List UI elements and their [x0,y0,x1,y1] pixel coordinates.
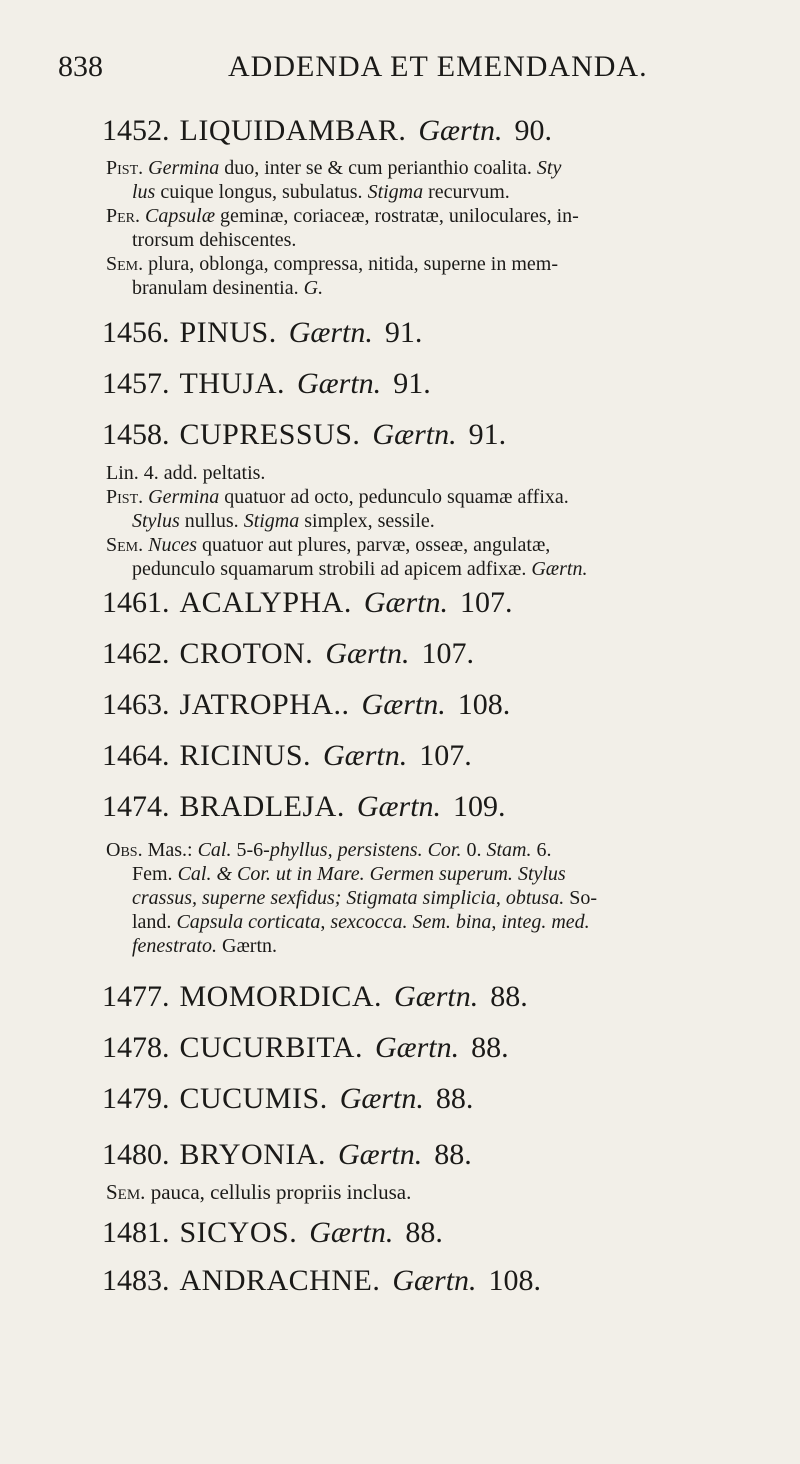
fem-line: Fem. Cal. & Cor. ut in Mare. Germen superum. Stylus [132,863,566,885]
per-line: Per. Capsulæ geminæ, coriaceæ, rostratæ, uniloculares, in- [106,205,579,227]
fem-line-3: land. Capsula corticata, sexcocca. Sem. bina, integ. med. [132,911,590,933]
entry-pinus: 1456. PINUS. Gærtn. 91. [102,316,423,349]
entry-sicyos: 1481. SICYOS. Gærtn. 88. [102,1216,443,1249]
author: Gærtn. [418,114,503,147]
entry-andrachne: 1483. ANDRACHNE. Gærtn. 108. [102,1264,542,1297]
pist-line-cont: Stylus nullus. Stigma simplex, sessile. [132,510,435,532]
fem-line-2: crassus, superne sexfidus; Stigmata simplicia, obtusa. So- [132,887,598,909]
bradleja-description [108,838,768,958]
fem-line-4: fenestrato. Gærtn. [132,935,277,957]
per-line-cont: trorsum dehiscentes. [132,229,297,251]
pist-line: Pist. Germina quatuor ad octo, pedunculo squamæ affixa. [106,486,569,508]
running-head: ADDENDA ET EMENDANDA. [228,50,648,83]
genus-name: LIQUIDAMBAR. [179,114,407,147]
cupressus-description [108,461,768,581]
sem-line-cont: branulam desinentia. G. [132,277,324,299]
pist-line-cont: lus cuique longus, subulatus. Stigma recurvum. [132,181,510,203]
page-header [58,50,758,90]
sem-line: Sem. Nuces quatuor aut plures, parvæ, osseæ, angulatæ, [106,534,551,556]
page-ref: 90. [514,114,553,147]
entry-cucumis: 1479. CUCUMIS. Gærtn. 88. [102,1082,474,1115]
entry-momordica: 1477. MOMORDICA. Gærtn. 88. [102,980,528,1013]
page-number: 838 [58,50,103,83]
entry-acalypha: 1461. ACALYPHA. Gærtn. 107. [102,586,513,619]
lin-line: Lin. 4. add. peltatis. [106,462,266,484]
entry-ricinus: 1464. RICINUS. Gærtn. 107. [102,739,472,772]
entry-cupressus: 1458. CUPRESSUS. Gærtn. 91. [102,418,507,451]
entry-number: 1452. [102,114,170,147]
entry-cucurbita: 1478. CUCURBITA. Gærtn. 88. [102,1031,509,1064]
obs-line: Obs. Mas.: Cal. 5-6-phyllus, persistens. Cor. 0. Stam. 6. [106,839,552,861]
entry-thuja: 1457. THUJA. Gærtn. 91. [102,367,431,400]
entry-croton: 1462. CROTON. Gærtn. 107. [102,637,474,670]
sem-line: Sem. plura, oblonga, compressa, nitida, superne in mem- [106,253,559,275]
sem-line: Sem. pauca, cellulis propriis inclusa. [106,1180,412,1204]
pist-line: Pist. Germina duo, inter se & cum perianthio coalita. Sty [106,157,562,179]
entry-liquidambar [102,114,552,148]
entry-bryonia: 1480. BRYONIA. Gærtn. 88. [102,1138,472,1171]
entry-jatropha: 1463. JATROPHA.. Gærtn. 108. [102,688,511,721]
bryonia-description [108,1180,768,1204]
entry-bradleja: 1474. BRADLEJA. Gærtn. 109. [102,790,506,823]
liquidambar-description [108,156,768,300]
sem-line-cont: pedunculo squamarum strobili ad apicem adfixæ. Gærtn. [132,558,588,580]
